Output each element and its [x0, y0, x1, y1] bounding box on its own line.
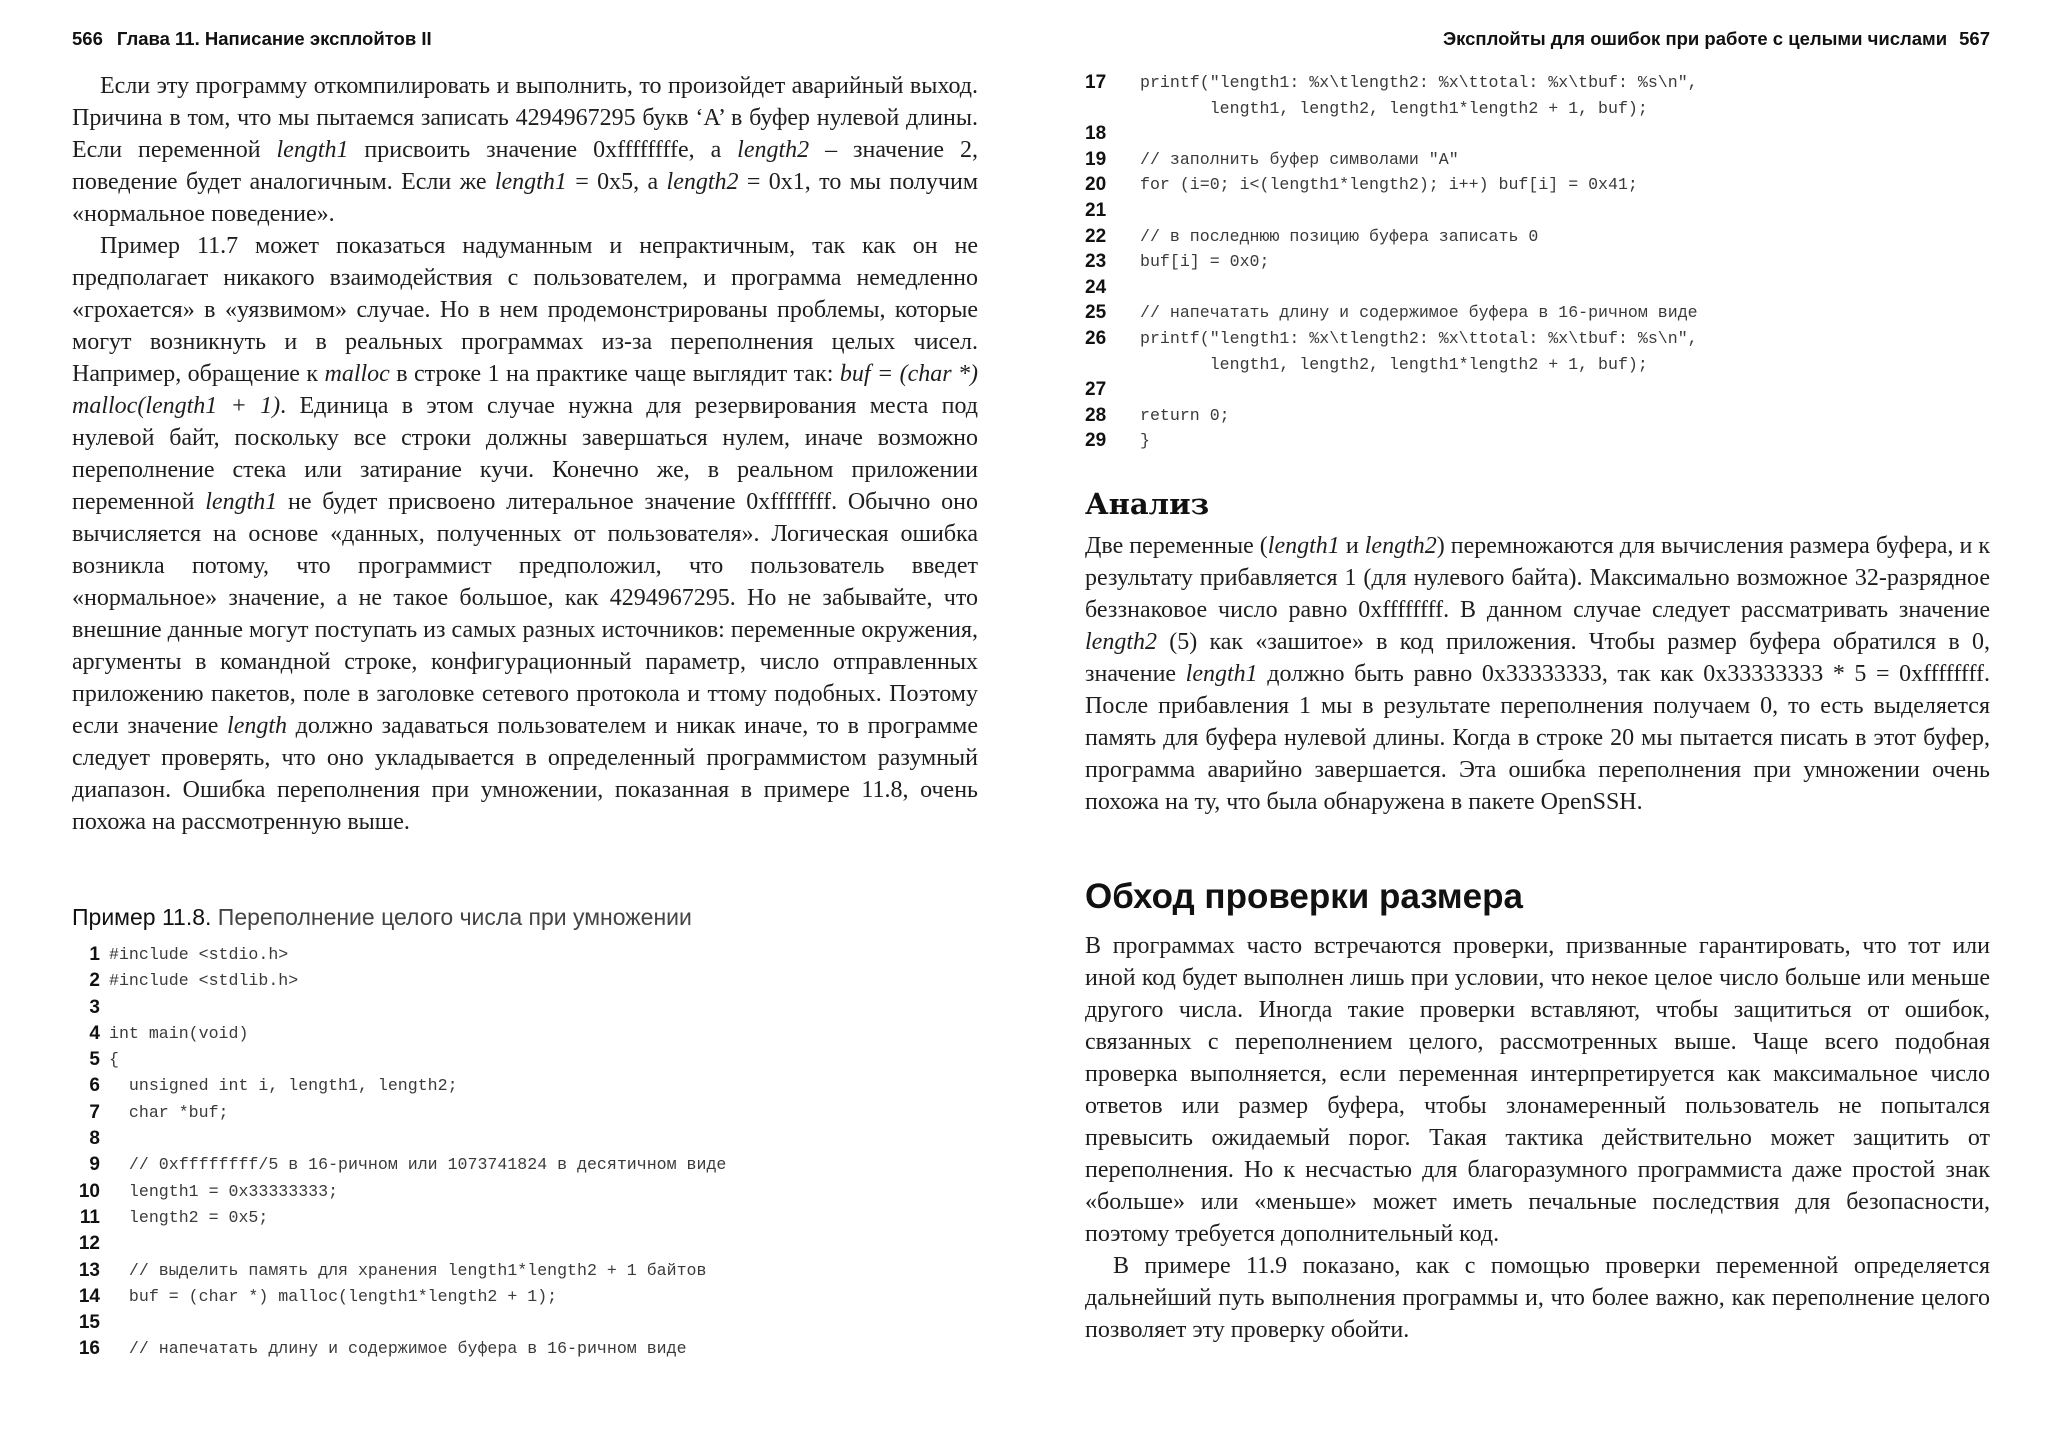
code-line	[1085, 70, 1990, 96]
italic-term: length1	[494, 169, 567, 195]
text-run: и	[1339, 533, 1365, 559]
text-run: ) перемножаются для вычисления размера буфера, и к результату прибавляется 1 (для нулевого байта). Максимально возможное 32-разрядное беззнаковое число равно 0xffffffff. В данном случае следует рассматривать значение	[1085, 533, 1991, 623]
code-text: length1, length2, length1*length2 + 1, buf);	[1140, 98, 1648, 118]
code-line	[72, 1231, 978, 1257]
code-line	[1085, 300, 1990, 326]
line-number: 26	[1085, 327, 1107, 349]
line-number: 21	[1085, 199, 1107, 221]
code-listing-left	[72, 942, 978, 1363]
italic-term: length1	[1267, 533, 1340, 559]
paragraph	[1085, 530, 1990, 818]
example-caption-title: Переполнение целого числа при умножении	[217, 904, 692, 930]
code-line	[1085, 198, 1990, 224]
code-line	[72, 1336, 978, 1362]
right-page-number: 567	[1959, 28, 1990, 49]
example-caption-number: Пример 11.8.	[72, 904, 212, 930]
paragraph	[1085, 1250, 1990, 1346]
line-number: 17	[1085, 72, 1107, 93]
line-number: 8	[89, 1128, 100, 1150]
line-number: 20	[1085, 174, 1107, 196]
text-run: в строке 1 на практике чаще выглядит так:	[389, 361, 840, 387]
line-number: 15	[78, 1312, 100, 1334]
section-heading: Обход проверки размера	[1085, 877, 1523, 916]
code-text: buf = (char *) malloc(length1*length2 + 1);	[109, 1286, 558, 1306]
left-page	[72, 0, 978, 1447]
line-number: 12	[78, 1233, 100, 1255]
code-line	[72, 1047, 978, 1073]
right-running-head	[1085, 28, 1990, 58]
line-number: 10	[78, 1180, 100, 1202]
code-text: return 0;	[1140, 405, 1230, 425]
code-line	[72, 942, 978, 968]
text-run: В примере 11.9 показано, как с помощью проверки переменной определяется дальнейший путь выполнения программы и, что более важно, как переполнение целого позволяет эту проверку обойти.	[1085, 1253, 1990, 1343]
text-run: не будет присвоено литеральное значение 0xffffffff. Обычно оно вычисляется на основе «данных, полученных от пользователя». Логическая ошибка возникла потому, что программист предположил, что пользователь введет «нормальное» значение, а не такое большое, как 4294967295. Но не забывайте, что внешние данные могут поступать из самых разных источников: переменные окружения, аргументы в командной строке, конфигурационный параметр, число отправленных приложению пакетов, поле в заголовке сетевого протокола и ттому подобных. Поэтому если значение	[72, 489, 978, 739]
code-text: length1 = 0x33333333;	[109, 1181, 339, 1201]
analysis-text	[1085, 530, 1990, 818]
text-run: = 0x1, то мы получим «нормальное поведение».	[72, 169, 979, 227]
text-run: Если эту программу откомпилировать и выполнить, то произойдет аварийный выход. Причина в том, что мы пытаемся записать 4294967295 букв ‘A’ в буфер нулевой длины. Если переменной	[72, 73, 978, 163]
italic-term: length2	[666, 169, 739, 195]
code-line	[72, 1152, 978, 1178]
line-number: 24	[1085, 276, 1107, 298]
code-line	[72, 968, 978, 994]
code-line	[1085, 275, 1990, 301]
code-listing-right	[1085, 70, 1990, 454]
text-run: Пример 11.7 может показаться надуманным и непрактичным, так как он не предполагает никакого взаимодействия с пользователем, и программа немедленно «грохается» в «уязвимом» случае. Но в нем продемонстрированы проблемы, которые могут возникнуть и в реальных программах из-за переполнения целых чисел. Например, обращение к	[72, 233, 978, 387]
text-run: . Единица в этом случае нужна для резервирования места под нулевой байт, поскольку все строки должны завершаться нулем, иначе возможно переполнение стека или затирание кучи. Конечно же, в реальном приложении переменной	[72, 393, 978, 515]
code-text: length1, length2, length1*length2 + 1, buf);	[1140, 354, 1648, 374]
line-number: 14	[78, 1285, 100, 1307]
chapter-title: Глава 11. Написание эксплойтов II	[116, 28, 432, 49]
code-text: unsigned int i, length1, length2;	[109, 1076, 458, 1096]
line-number: 3	[89, 996, 100, 1018]
code-line	[1085, 96, 1990, 122]
code-line	[72, 1126, 978, 1152]
code-line	[72, 1258, 978, 1284]
italic-term: length1	[276, 137, 349, 163]
line-number: 19	[1085, 148, 1107, 170]
section-text	[1085, 930, 1990, 1346]
text-run: Две переменные (	[1085, 533, 1268, 559]
italic-term: malloc	[324, 361, 390, 387]
code-text: printf("length1: %x\tlength2: %x\ttotal: %x\tbuf: %s\n",	[1140, 328, 1698, 348]
code-line	[1085, 326, 1990, 352]
code-line	[72, 1205, 978, 1231]
line-number: 16	[78, 1338, 100, 1360]
line-number: 11	[79, 1206, 100, 1228]
line-number: 29	[1085, 430, 1107, 452]
paragraph	[72, 70, 978, 230]
text-run: = 0x5, а	[566, 169, 667, 195]
italic-term: length1	[205, 489, 278, 515]
italic-term: buf = (char *) malloc(length1 + 1)	[72, 361, 978, 419]
line-number: 27	[1085, 379, 1107, 401]
code-line	[72, 1100, 978, 1126]
italic-term: length2	[1085, 629, 1157, 655]
code-text: {	[109, 1050, 119, 1070]
paragraph	[1085, 930, 1990, 1250]
code-line	[1085, 147, 1990, 173]
line-number: 6	[89, 1075, 100, 1097]
analysis-heading: Анализ	[1085, 487, 1210, 521]
code-text: printf("length1: %x\tlength2: %x\ttotal: %x\tbuf: %s\n",	[1140, 73, 1698, 92]
left-page-number: 566	[72, 28, 103, 49]
line-number: 18	[1085, 123, 1107, 145]
text-run: должно задаваться пользователем и никак иначе, то в программе следует проверять, что оно укладывается в определенный программистом разумный диапазон. Ошибка переполнения при умножении, показанная в примере 11.8, очень похожа на рассмотренную выше.	[72, 713, 978, 835]
code-line	[72, 1073, 978, 1099]
text-run: должно быть равно 0x33333333, так как 0x33333333 * 5 = 0xffffffff. После прибавления 1 мы в результате переполнения получаем 0, то есть выделяется память для буфера нулевой длины. Когда в строке 20 мы пытается писать в этот буфер, программа аварийно завершается. Эта ошибка переполнения при умножении очень похожа на ту, что была обнаружена в пакете OpenSSH.	[1085, 661, 1990, 815]
code-text: #include <stdlib.h>	[109, 971, 299, 991]
code-text: }	[1140, 431, 1150, 451]
left-body-text	[72, 70, 978, 838]
text-run: (5) как «зашитое» в код приложения. Чтобы размер буфера обратился в 0, значение	[1085, 629, 1990, 687]
code-line	[1085, 403, 1990, 429]
code-text: // выделить память для хранения length1*length2 + 1 байтов	[109, 1260, 707, 1280]
code-text: int main(void)	[109, 1023, 249, 1043]
code-text: // напечатать длину и содержимое буфера в 16-ричном виде	[109, 1339, 687, 1359]
code-text: #include <stdio.h>	[109, 945, 289, 964]
line-number: 7	[89, 1101, 100, 1123]
code-line	[1085, 428, 1990, 454]
line-number: 25	[1085, 302, 1107, 324]
left-running-head	[72, 28, 978, 58]
right-page	[1085, 0, 1990, 1447]
code-text: // 0xffffffff/5 в 16-ричном или 1073741824 в десятичном виде	[109, 1155, 727, 1175]
code-line	[1085, 377, 1990, 403]
code-line	[1085, 172, 1990, 198]
code-text: char *buf;	[109, 1102, 229, 1122]
code-text: for (i=0; i<(length1*length2); i++) buf[i] = 0x41;	[1140, 175, 1638, 195]
code-text: buf[i] = 0x0;	[1140, 252, 1270, 272]
code-text: length2 = 0x5;	[109, 1207, 269, 1227]
code-line	[72, 1179, 978, 1205]
italic-term: length2	[737, 137, 810, 163]
line-number: 5	[89, 1049, 100, 1071]
code-line	[72, 1021, 978, 1047]
line-number: 4	[89, 1022, 100, 1044]
line-number: 13	[78, 1259, 100, 1281]
line-number: 23	[1085, 251, 1107, 273]
code-line	[72, 1310, 978, 1336]
code-text: // напечатать длину и содержимое буфера в 16-ричном виде	[1140, 303, 1698, 323]
italic-term: length1	[1185, 661, 1258, 687]
line-number: 1	[89, 944, 100, 965]
text-run: – значение 2, поведение будет аналогичным. Если же	[72, 137, 979, 195]
italic-term: length	[227, 713, 288, 739]
line-number: 22	[1085, 225, 1107, 247]
code-line	[1085, 121, 1990, 147]
text-run: В программах часто встречаются проверки, призванные гарантировать, что тот или иной код будет выполнен лишь при условии, что некое целое число больше или меньше другого числа. Иногда такие проверки вставляют, чтобы защититься от ошибок, связанных с переполнением целого, рассмотренных выше. Чаще всего подобная проверка выполняется, если переменная интерпретируется как максимальное число ответов или размер буфера, чтобы злонамеренный пользователь не попытался превысить ожидаемый порог. Такая тактика действительно может защитить от переполнения. Но к несчастью для благоразумного программиста даже простой знак «больше» или «меньше» может иметь печальные последствия для безопасности, поэтому требуется дополнительный код.	[1085, 933, 1990, 1247]
section-running-title: Эксплойты для ошибок при работе с целыми числами	[1442, 28, 1948, 49]
paragraph	[72, 230, 978, 838]
code-line	[1085, 249, 1990, 275]
code-line	[1085, 352, 1990, 378]
code-line	[72, 995, 978, 1021]
code-line	[72, 1284, 978, 1310]
line-number: 28	[1085, 404, 1107, 426]
italic-term: length2	[1364, 533, 1437, 559]
example-caption	[72, 904, 692, 931]
line-number: 2	[89, 970, 100, 992]
code-text: // заполнить буфер символами "A"	[1140, 149, 1459, 169]
text-run: присвоить значение 0xffffffffe, а	[348, 137, 738, 163]
line-number: 9	[89, 1154, 100, 1176]
code-line	[1085, 224, 1990, 250]
code-text: // в последнюю позицию буфера записать 0	[1140, 226, 1539, 246]
